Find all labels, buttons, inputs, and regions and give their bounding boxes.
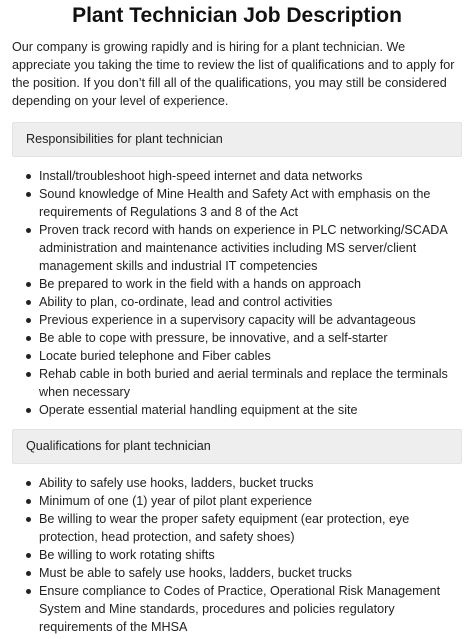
list-item — [12, 221, 462, 275]
list-item — [12, 401, 462, 419]
list-item — [12, 582, 462, 636]
list-item-text: Ensure compliance to Codes of Practice, Operational Risk Management System and Mine standards, procedures and policies regulatory requirements of the MHSA — [39, 584, 441, 634]
list-item-text: Proven track record with hands on experience in PLC networking/SCADA administration and maintenance activities including MS server/client management skills and industrial IT competencies — [39, 223, 448, 273]
list-item — [12, 365, 462, 401]
responsibilities-header: Responsibilities for plant technician — [12, 122, 462, 157]
list-item-text: Be prepared to work in the field with a hands on approach — [39, 277, 362, 291]
responsibilities-list — [12, 167, 462, 419]
list-item — [12, 293, 462, 311]
bullet-icon — [26, 354, 31, 359]
list-item-text: Ability to safely use hooks, ladders, bucket trucks — [39, 476, 314, 490]
list-item-text: Be willing to wear the proper safety equipment (ear protection, eye protection, head protection, and safety shoes) — [39, 512, 410, 544]
bullet-icon — [26, 553, 31, 558]
list-item-text: Ability to plan, co-ordinate, lead and control activities — [39, 295, 333, 309]
bullet-icon — [26, 408, 31, 413]
bullet-icon — [26, 192, 31, 197]
list-item — [12, 329, 462, 347]
page-title: Plant Technician Job Description — [72, 4, 402, 27]
list-item-text: Operate essential material handling equipment at the site — [39, 403, 358, 417]
list-item — [12, 347, 462, 365]
qualifications-list — [12, 474, 462, 636]
bullet-icon — [26, 336, 31, 341]
bullet-icon — [26, 499, 31, 504]
list-item — [12, 492, 462, 510]
qualifications-header: Qualifications for plant technician — [12, 429, 462, 464]
list-item-text: Sound knowledge of Mine Health and Safety Act with emphasis on the requirements of Regulations 3 and 8 of the Act — [39, 187, 431, 219]
list-item-text: Be able to cope with pressure, be innovative, and a self-starter — [39, 331, 388, 345]
list-item-text: Must be able to safely use hooks, ladders, bucket trucks — [39, 566, 352, 580]
bullet-icon — [26, 517, 31, 522]
list-item — [12, 185, 462, 221]
list-item-text: Rehab cable in both buried and aerial terminals and replace the terminals when necessary — [39, 367, 448, 399]
list-item-text: Previous experience in a supervisory capacity will be advantageous — [39, 313, 416, 327]
bullet-icon — [26, 571, 31, 576]
bullet-icon — [26, 481, 31, 486]
list-item — [12, 564, 462, 582]
list-item — [12, 275, 462, 293]
list-item-text: Minimum of one (1) year of pilot plant experience — [39, 494, 312, 508]
bullet-icon — [26, 300, 31, 305]
list-item — [12, 311, 462, 329]
intro-paragraph: Our company is growing rapidly and is hiring for a plant technician. We appreciate you taking the time to review the list of qualifications and to apply for the position. If you don’t fill all of the qualifications, you may still be considered depending on your level of experience. — [12, 40, 455, 108]
bullet-icon — [26, 228, 31, 233]
list-item — [12, 474, 462, 492]
bullet-icon — [26, 372, 31, 377]
list-item-text: Install/troubleshoot high-speed internet and data networks — [39, 169, 363, 183]
bullet-icon — [26, 282, 31, 287]
bullet-icon — [26, 318, 31, 323]
bullet-icon — [26, 174, 31, 179]
list-item — [12, 167, 462, 185]
list-item-text: Be willing to work rotating shifts — [39, 548, 215, 562]
list-item-text: Locate buried telephone and Fiber cables — [39, 349, 271, 363]
list-item — [12, 546, 462, 564]
list-item — [12, 510, 462, 546]
bullet-icon — [26, 589, 31, 594]
